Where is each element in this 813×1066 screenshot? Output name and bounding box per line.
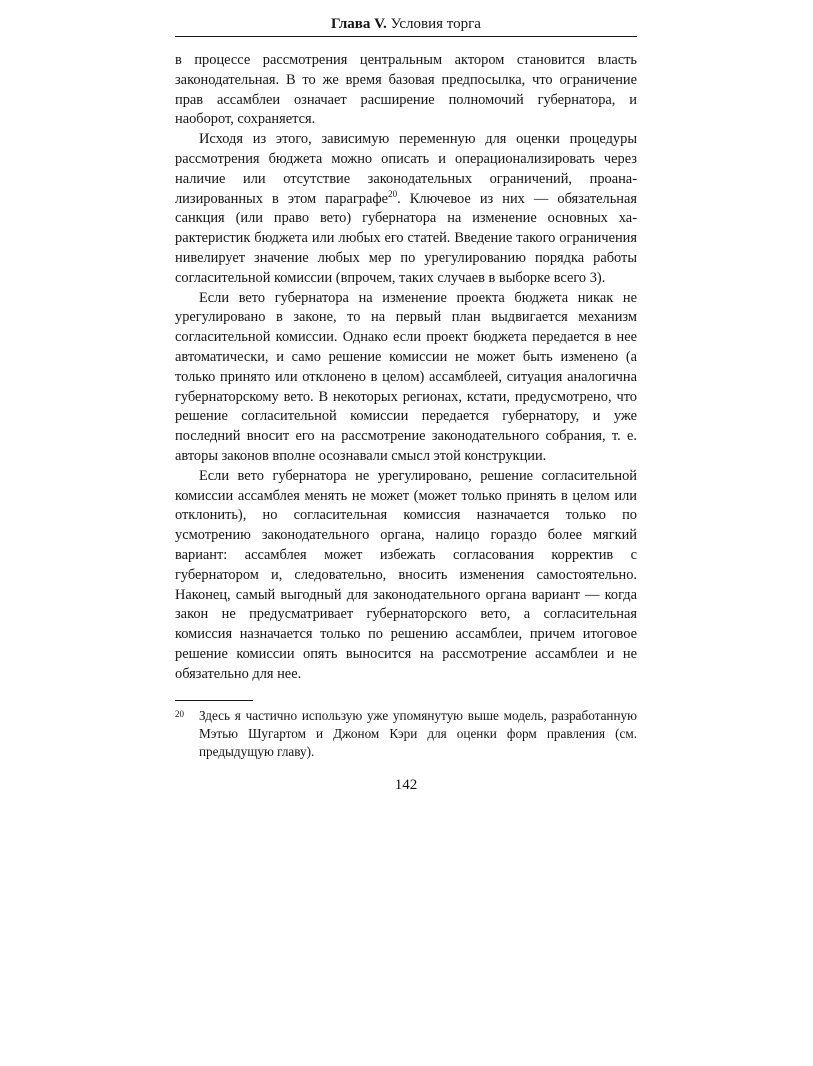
running-head xyxy=(175,12,637,37)
footnote xyxy=(175,707,637,762)
book-page xyxy=(175,12,637,795)
footnote-text: Здесь я частично использую уже упомянутую выше модель, разработанную Мэтью Шугартом и Джоном Кэри для оценки форм правления (см. предыдущую главу). xyxy=(199,707,637,759)
chapter-number: Глава V. xyxy=(331,16,387,32)
footnote-reference[interactable]: 20 xyxy=(388,188,398,199)
body-text xyxy=(175,51,637,685)
paragraph-4-text: Если вето губернатора не урегулировано, решение согласительной комиссии ассамблея менять не может (может только принять в целом или отклонить), но согласительная комиссия назначается только по усмотрению законодательного органа, налицо гораздо более мягкий вариант: ассамблея может избежать согласования корректив с губернатором и, следовательно, вносить изменения самостоятельно. Наконец, самый выгодный для законодательного органа вариант — когда закон не предусматривает губернаторского вето, а согласительная комиссия назначается только по решению ассамблеи, причем итоговое решение комиссии опять выносится на рассмотрение ассамблеи и не обязательно для нее. xyxy=(175,467,637,682)
paragraph-1-text: в процессе рассмотрения центральным актором становится власть законодательная. В то же время базовая предпосылка, что ограничение прав ассамблеи означает расширение полномочий губернатора, и наоборот, сохраняется. xyxy=(175,52,637,128)
paragraph-3 xyxy=(175,289,637,467)
paragraph-2-text-a: Исходя из этого, зависимую переменную для оценки процедуры рассмотрения бюджета можно описать и операционализировать через наличие или отсутствие законодательных ограничений, проанализированных в этом параграфе xyxy=(175,131,637,207)
paragraph-1 xyxy=(175,51,637,130)
paragraph-4 xyxy=(175,467,637,685)
paragraph-2-text-b: Ключевое из них — обязательная санкция (или право вето) губернатора на изменение основных характеристик бюджета или любых его статей. Введение такого ограничения нивелирует значение любых мер по урегулированию порядка работы согласительной комиссии (впрочем, таких случаев в выборке всего 3). xyxy=(175,190,637,286)
paragraph-3-text: Если вето губернатора на изменение проекта бюджета никак не урегулировано в законе, то на первый план выдвигается механизм согласительной комиссии. Однако если проект бюджета передается в нее автоматически, и само решение комиссии не может быть изменено (а только принято или отклонено в целом) ассамблеей, ситуация аналогична губернаторскому вето. В некоторых регионах, кстати, предусмотрено, что решение согласительной комиссии передается губернатору, и уже последний вносит его на рассмотрение законодательного собрания, т. е. авторы законов вполне осознавали смысл этой конструкции. xyxy=(175,289,637,464)
chapter-title: Условия торга xyxy=(390,16,481,32)
footnote-number: 20 xyxy=(175,708,184,719)
paragraph-2: Исходя из этого, зависимую переменную для оценки процедуры рассмотрения бюджета можно описать и операционализировать через наличие или отсутствие законодательных ограничений, проанализированных в этом параграфе$^{20}$. Ключевое из них — обязательная санкция (или право вето) губернатора на изменение основных характеристик бюджета или любых его статей. Введение такого ограничения нивелирует значение любых мер по урегулированию порядка работы согласительной комиссии (впрочем, таких случаев в выборке всего 3). xyxy=(175,131,637,286)
page-number: 142 xyxy=(394,777,418,794)
footnote-divider xyxy=(175,700,253,701)
